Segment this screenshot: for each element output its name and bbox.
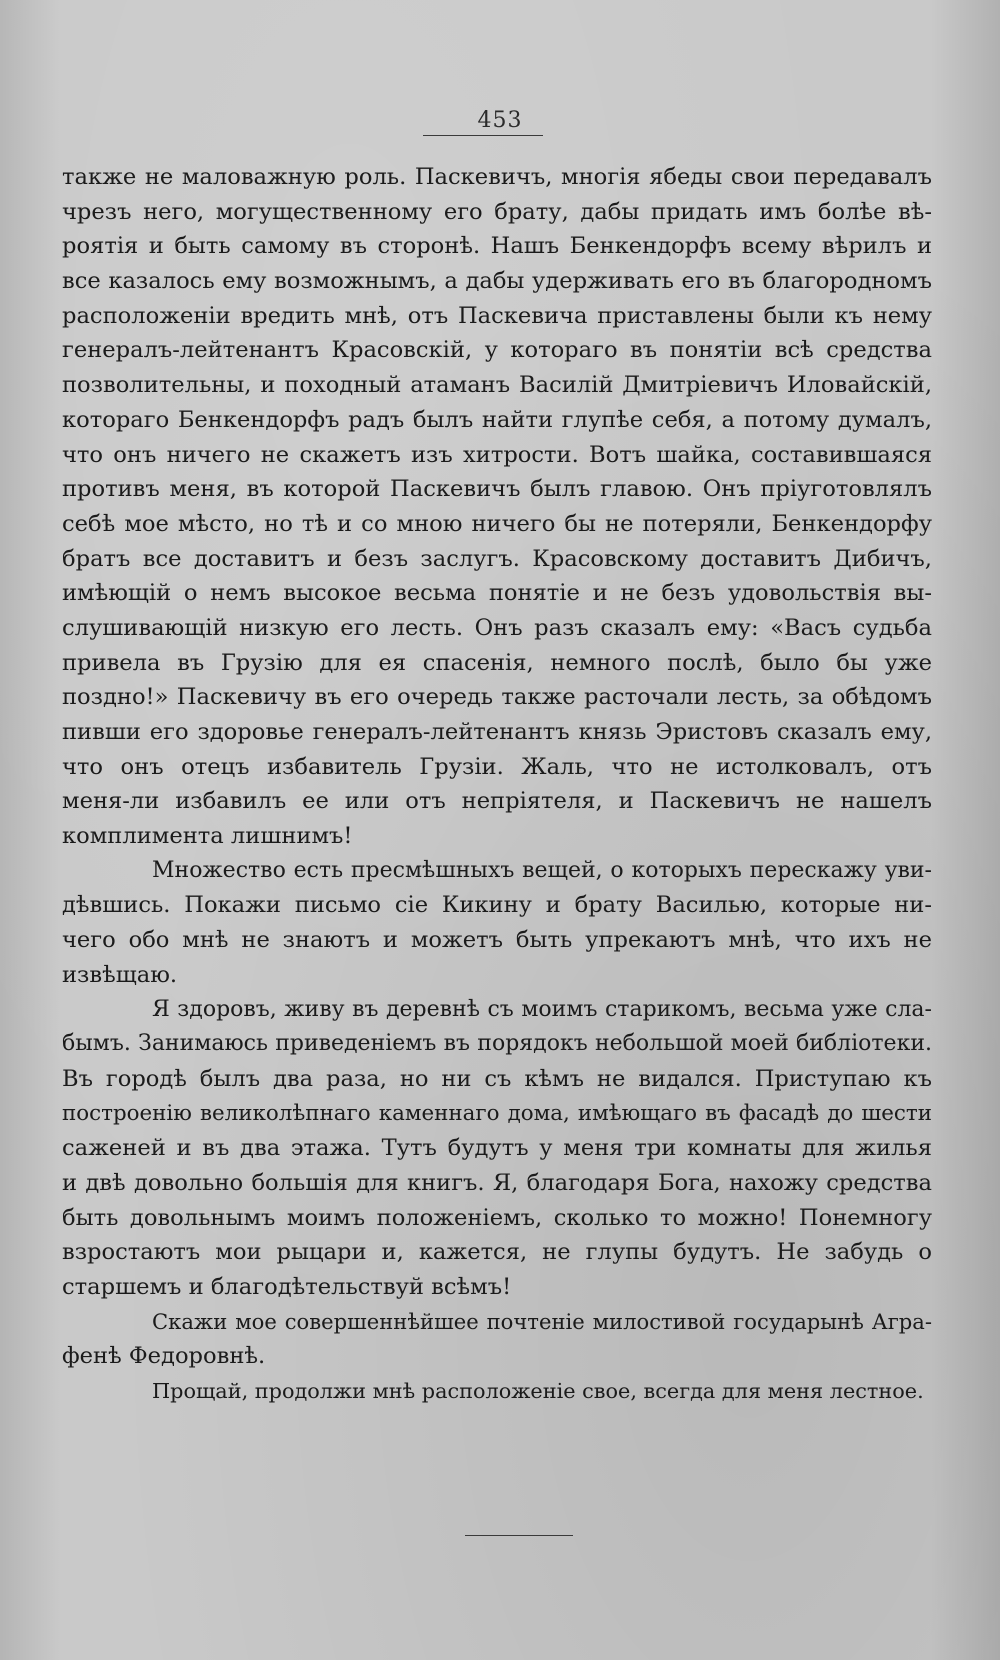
- header-rule: [423, 135, 543, 136]
- text-line: роятія и быть самому въ сторонѣ. Нашъ Бенкендорфъ всему вѣрилъ и: [62, 233, 932, 260]
- text-line: старшемъ и благодѣтельствуй всѣмъ!: [62, 1274, 512, 1300]
- text-line: слушивающій низкую его лесть. Онъ разъ сказалъ ему: «Васъ судьба: [62, 614, 932, 641]
- text-line: саженей и въ два этажа. Тутъ будутъ у меня три комнаты для жилья: [62, 1135, 932, 1162]
- text-line: противъ меня, въ которой Паскевичъ былъ главою. Онъ пріуготовлялъ: [62, 476, 932, 503]
- text-line: братъ все доставитъ и безъ заслугъ. Красовскому доставитъ Дибичъ,: [62, 545, 932, 572]
- text-line: фенѣ Федоровнѣ.: [62, 1343, 266, 1370]
- text-line: построенію великолѣпнаго каменнаго дома, имѣющаго въ фасадѣ до шести: [62, 1100, 932, 1126]
- text-line: привела въ Грузію для ея спасенія, немного послѣ, было бы уже: [62, 649, 932, 676]
- text-line: генералъ-лейтенантъ Красовскій, у котораго въ понятіи всѣ средства: [62, 337, 932, 364]
- text-line: также не маловажную роль. Паскевичъ, многія ябеды свои передавалъ: [62, 164, 932, 190]
- body-text: [62, 160, 932, 1409]
- text-line: извѣщаю.: [62, 961, 178, 988]
- text-line: бымъ. Занимаюсь приведеніемъ въ порядокъ небольшой моей библіотеки.: [62, 1031, 932, 1057]
- text-line: дѣвшись. Покажи письмо сіе Кикину и брату Василью, которые ни-: [62, 892, 932, 919]
- text-line: все казалось ему возможнымъ, а дабы удерживать его въ благородномъ: [62, 268, 932, 295]
- text-line: взростаютъ мои рыцари и, кажется, не глупы будутъ. Не забудь о: [62, 1239, 932, 1266]
- text-line: чрезъ него, могущественному его брату, дабы придать имъ болѣе вѣ-: [62, 198, 932, 225]
- text-line: Прощай, продолжи мнѣ расположеніе свое, всегда для меня лестное.: [152, 1379, 924, 1404]
- text-line: Скажи мое совершеннѣйшее почтеніе милостивой государынѣ Агра-: [152, 1308, 932, 1334]
- text-line: котораго Бенкендорфъ радъ былъ найти глупѣе себя, а потому думалъ,: [62, 406, 932, 433]
- text-line: быть довольнымъ моимъ положеніемъ, сколько то можно! Понемногу: [62, 1204, 932, 1231]
- text-line: поздно!» Паскевичу въ его очередь также расточали лесть, за обѣдомъ: [62, 684, 932, 711]
- text-line: меня-ли избавилъ ее или отъ непріятеля, и Паскевичъ не нашелъ: [62, 788, 932, 815]
- page-number: 453: [477, 108, 523, 133]
- text-line: что онъ ничего не скажетъ изъ хитрости. Вотъ шайка, составившаяся: [62, 441, 932, 468]
- text-line: что онъ отецъ избавитель Грузіи. Жаль, что не истолковалъ, отъ: [62, 753, 932, 780]
- text-line: Я здоровъ, живу въ деревнѣ съ моимъ старикомъ, весьма уже сла-: [152, 996, 932, 1022]
- text-line: чего обо мнѣ не знаютъ и можетъ быть упрекаютъ мнѣ, что ихъ не: [62, 927, 932, 954]
- text-line: позволительны, и походный атаманъ Василій Дмитріевичъ Иловайскій,: [62, 372, 932, 399]
- text-line: Въ городѣ былъ два раза, но ни съ кѣмъ не видался. Приступаю къ: [62, 1065, 932, 1092]
- text-line: пивши его здоровье генералъ-лейтенантъ князь Эристовъ сказалъ ему,: [62, 719, 932, 745]
- text-line: себѣ мое мѣсто, но тѣ и со мною ничего бы не потеряли, Бенкендорфу: [62, 510, 932, 537]
- text-line: расположеніи вредить мнѣ, отъ Паскевича приставлены были къ нему: [62, 302, 932, 329]
- text-line: Множество есть пресмѣшныхъ вещей, о которыхъ перескажу уви-: [152, 857, 932, 883]
- closing-rule: [465, 1535, 573, 1536]
- text-line: комплимента лишнимъ!: [62, 823, 353, 850]
- text-line: имѣющій о немъ высокое весьма понятіе и не безъ удовольствія вы-: [62, 580, 932, 607]
- text-line: и двѣ довольно большія для книгъ. Я, благодаря Бога, нахожу средства: [62, 1169, 932, 1196]
